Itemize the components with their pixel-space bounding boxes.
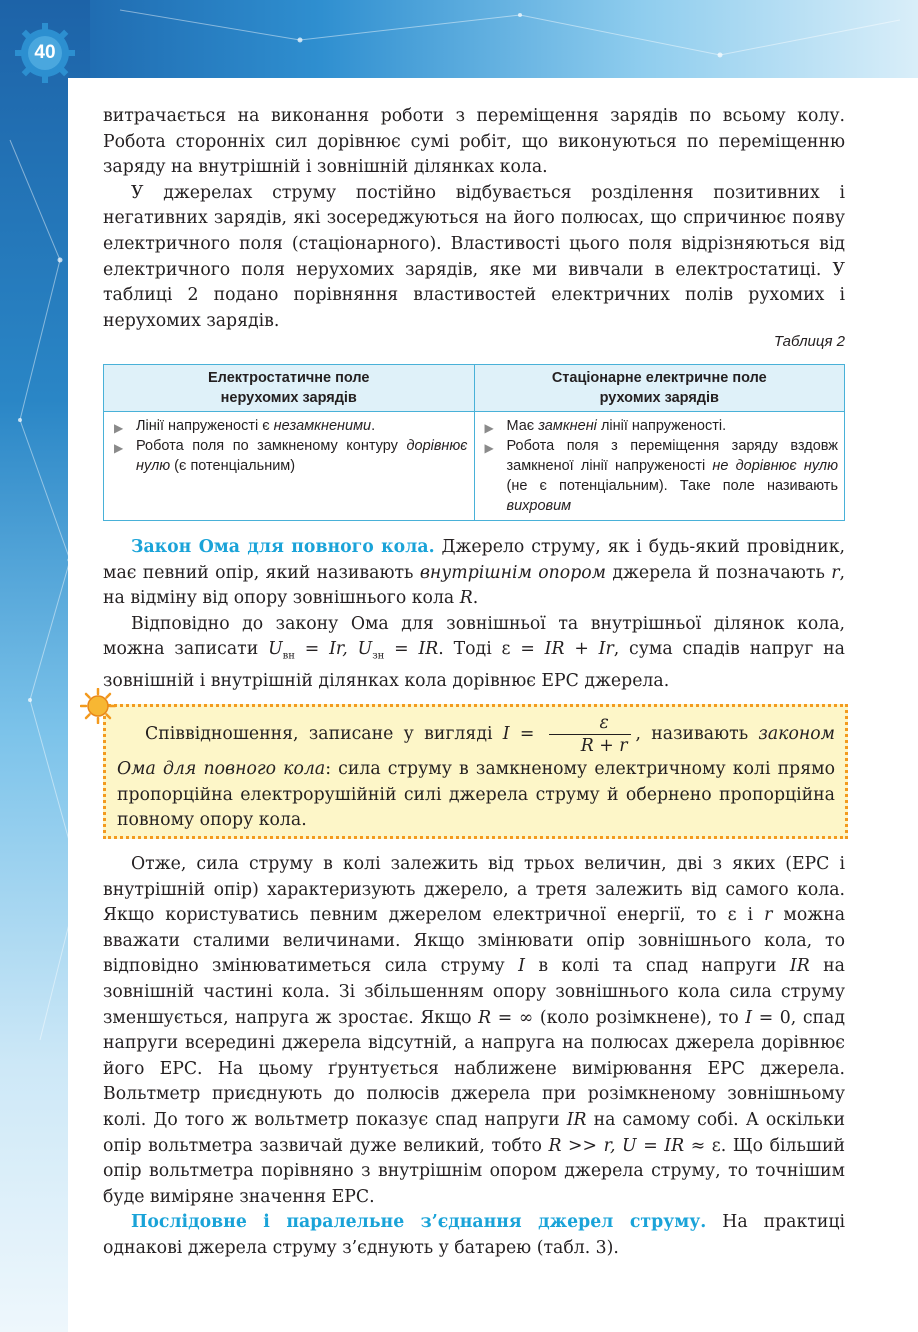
list-item: ▶ Робота поля з переміщення заряду вздовж замкненої лінії напруженості не дорівнює нулю (не є потенціальним). Таке поле називають вихровим bbox=[484, 438, 838, 514]
header-left-line-1: Електростатичне поле bbox=[208, 370, 370, 386]
law-box-border bbox=[845, 704, 851, 839]
triangle-bullet-icon: ▶ bbox=[114, 421, 124, 435]
header-right-line-2: рухомих зарядів bbox=[599, 390, 719, 406]
table-caption: Таблиця 2 bbox=[773, 333, 845, 350]
list-item: ▶ Має замкнені лінії напруженості. bbox=[481, 416, 839, 436]
law-text bbox=[117, 712, 835, 834]
page-number: 40 bbox=[34, 42, 56, 63]
intro-paragraph-1: витрачається на виконання роботи з переміщення зарядів по всьому колу. Робота сторонніх сил дорівнює сумі робіт, що виконуються по переміщенню заряду на внутрішній і зовнішній ділянках кола. bbox=[103, 106, 845, 178]
body-paragraph-2: Послідовне і паралельне з’єднання джерел струму. На практиці однакові джерела струму з’єднують у батарею (табл. 3). bbox=[103, 1212, 845, 1258]
main-text bbox=[103, 852, 845, 1262]
ohm-section bbox=[103, 535, 845, 695]
section-heading: Послідовне і паралельне з’єднання джерел струму. bbox=[131, 1212, 707, 1233]
body-paragraph-1: Отже, сила струму в колі залежить від трьох величин, дві з яких (ЕРС і внутрішній опір) характеризують джерело, а третя залежить від самого кола. Якщо користуватись певним джерелом електричної енергії, то ε і r можна вважати сталими величинами. Якщо змінювати опір зовнішнього кола, то відповідно змінюватиметься сила струму I в колі та спад напруги IR на зовнішній частині кола. Зі збільшенням опору зовнішнього кола сила струму зменшується, напруга ж зростає. Якщо R = ∞ (коло розімкнене), то I = 0, спад напруги всередині джерела відсутній, а напруга на полюсах джерела дорівнює його ЕРС. На цьому ґрунтується наближене вимірювання ЕРС джерела. Вольтметр приєднують до полюсів джерела при розімкненому зовнішньому колі. До того ж вольтметр показує спад напруги IR на самому собі. А оскільки опір вольтметра зазвичай дуже великий, тобто R >> r, U = IR ≈ ε. Що більший опір вольтметра порівняно з внутрішнім опором джерела струму, то точнішим буде виміряне значення ЕРС. bbox=[103, 854, 845, 1207]
table-cell-left bbox=[104, 412, 475, 521]
intro-text bbox=[103, 104, 845, 334]
table-cell-right bbox=[474, 412, 845, 521]
table-header-left bbox=[104, 365, 475, 412]
intro-paragraph-2: У джерелах струму постійно відбувається розділення позитивних і негативних зарядів, які зосереджуються на його полюсах, що спричинює появу електричного поля (стаціонарного). Властивості цього поля відрізняються від електричного поля нерухомих зарядів, яке ми вивчали в електростатиці. У таблиці 2 подано порівняння властивостей електричних полів рухомих і нерухомих зарядів. bbox=[103, 182, 845, 331]
header-right-line-1: Стаціонарне електричне поле bbox=[551, 370, 767, 386]
triangle-bullet-icon: ▶ bbox=[114, 441, 124, 455]
section-heading: Закон Ома для повного кола. bbox=[131, 537, 435, 557]
triangle-bullet-icon: ▶ bbox=[484, 441, 494, 455]
triangle-bullet-icon: ▶ bbox=[484, 421, 494, 435]
header-left-line-2: нерухомих зарядів bbox=[220, 390, 357, 406]
comparison-table bbox=[103, 364, 845, 521]
list-item: ▶ Робота поля по замкненому контуру дорівнює нулю (є потенціальним) bbox=[114, 438, 468, 474]
ohm-fraction: $\frac{\varepsilon}{R + r}$ bbox=[549, 712, 632, 757]
law-paragraph: Співвідношення, записане у вигляді I = $\frac{\varepsilon}{R + r}$ , називають законом Ома для повного кола: сила струму в замкненому електричному колі прямо пропорційна електрорушійній силі джерела струму й обернено пропорційна повному опору кола. bbox=[117, 713, 835, 831]
law-box-border bbox=[103, 836, 848, 842]
ohm-paragraph-2: Відповідно до закону Ома для зовнішньої та внутрішньої ділянок кола, можна записати $U_{вн} = Ir$, $U_{зн}$ = IR. Тоді ε = IR + Ir, сума спадів напруг на зовнішній і внутрішній ділянках кола дорівнює ЕРС джерела. bbox=[103, 613, 845, 692]
table-header-right bbox=[474, 365, 845, 412]
ohm-paragraph-1: Закон Ома для повного кола. Джерело струму, як і будь-який провідник, має певний опір, який називають внутрішнім опором джерела й позначають r, на відміну від опору зовнішнього кола R. bbox=[103, 537, 845, 609]
list-item: ▶ Лінії напруженості є незамкненими. bbox=[110, 416, 468, 436]
sun-icon bbox=[80, 688, 116, 724]
